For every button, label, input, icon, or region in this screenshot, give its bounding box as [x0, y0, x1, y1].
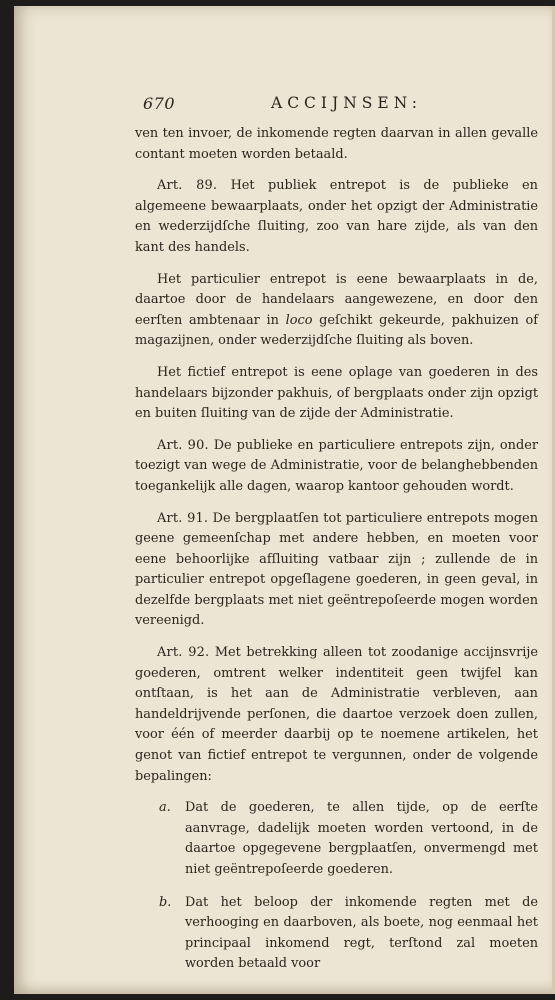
page-header	[143, 94, 543, 118]
article-90	[135, 436, 538, 498]
condition-item	[135, 893, 538, 975]
condition-marker: a.	[159, 800, 171, 816]
paragraph-text-after: geſchikt gekeurde, pakhuizen of magazijnen, onder wederzijdſche ſluiting als boven.	[135, 312, 538, 349]
paragraph-text: Het fictief entrepot is eene oplage van goederen in des handelaars bijzonder pakhuis, of bergplaats onder zijn opzigt en buiten ſluiting van de zijde der Administratie.	[135, 364, 538, 422]
paragraph-text: ven ten invoer, de inkomende regten daarvan in allen gevalle contant moeten worden betaald.	[135, 126, 538, 162]
italic-term: loco	[285, 312, 313, 328]
page-number: 670	[143, 94, 176, 113]
article-label: Art. 92.	[157, 645, 210, 661]
article-text: Het publiek entrepot is de publieke en algemeene bewaarplaats, onder het opzigt der Administratie en wederzijdſche ſluiting, zoo van hare zijde, als van den kant des handels.	[135, 178, 538, 255]
article-text: De bergplaatſen tot particuliere entrepots mogen geene gemeenſchap met andere hebben, en moeten voor eene behoorlijke afſluiting vatbaar zijn ; zullende de in particulier entrepot opgeſlagene goederen, in geen geval, in dezelfde bergplaats met niet geëntrepoſeerde mogen worden vereenigd.	[135, 510, 538, 629]
article-text: De publieke en particuliere entrepots zijn, onder toezigt van wege de Administratie, voor de belanghebbenden toegankelijk alle dagen, waarop kantoor gehouden wordt.	[135, 437, 538, 494]
article-91	[135, 509, 538, 633]
book-page	[14, 6, 555, 994]
condition-text: Dat het beloop der inkomende regten met de verhooging en daarboven, als boete, nog eenmaal het principaal inkomend regt, terſtond zal moeten worden betaald voor	[185, 894, 538, 972]
condition-text: Dat de goederen, te allen tijde, op de eerſte aanvrage, dadelijk moeten worden vertoond, in de daartoe opgegevene bergplaatſen, onvermengd met niet geëntrepoſeerde goederen.	[185, 800, 538, 877]
page-body	[135, 124, 538, 975]
paragraph-particulier-entrepot	[135, 270, 538, 352]
running-title: ACCIJNSEN:	[271, 94, 422, 112]
condition-item	[135, 798, 538, 880]
paragraph-continuation	[135, 124, 538, 165]
condition-marker: b.	[159, 894, 172, 910]
article-89	[135, 176, 538, 258]
article-label: Art. 90.	[157, 437, 209, 453]
article-92	[135, 643, 538, 787]
article-label: Art. 89.	[157, 178, 218, 194]
paragraph-text-before: Het particulier entrepot is eene bewaarplaats in de, daartoe door de handelaars aangewezene, en door den eerſten ambtenaar in	[135, 271, 538, 328]
paragraph-fictief-entrepot	[135, 363, 538, 425]
conditions-list	[135, 798, 538, 975]
article-label: Art. 91.	[157, 510, 209, 526]
article-text: Met betrekking alleen tot zoodanige accijnsvrije goederen, omtrent welker indentiteit geen twijfel kan ontſtaan, is het aan de Administratie verbleven, aan handeldrijvende perſonen, die daartoe verzoek doen zullen, voor één of meerder daarbij op te noemene artikelen, het genot van fictief entrepot te vergunnen, onder de volgende bepalingen:	[135, 645, 538, 784]
